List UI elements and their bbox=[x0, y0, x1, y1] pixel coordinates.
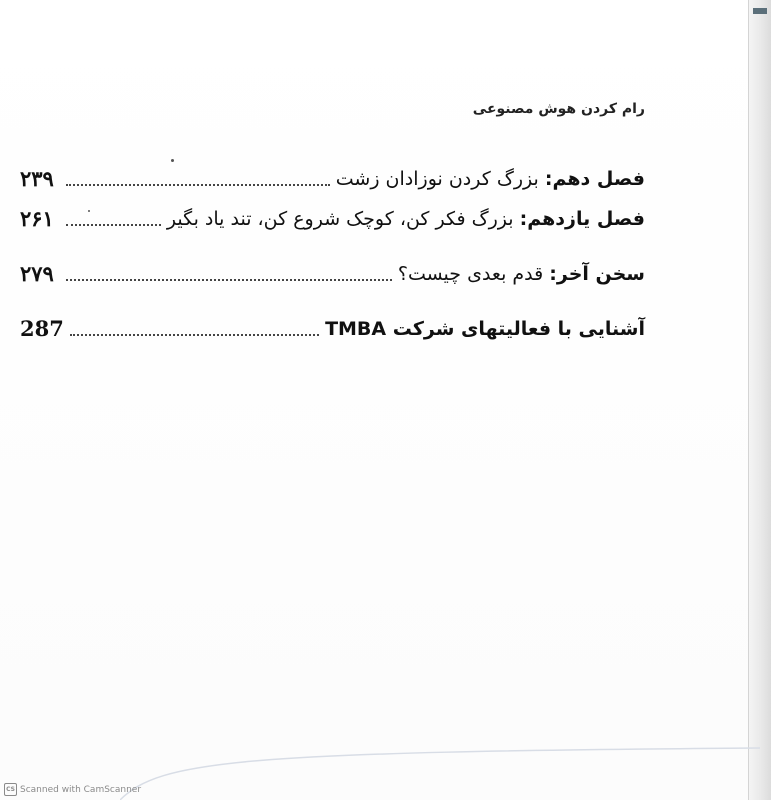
toc-entry-text: بزرگ فکر کن، کوچک شروع کن، تند یاد بگیر bbox=[166, 208, 520, 230]
dot-leader bbox=[66, 279, 392, 281]
toc-entry-label: سخن آخر bbox=[556, 263, 645, 285]
toc-entry-chapter-10 bbox=[20, 160, 645, 194]
toc-entry-separator: : bbox=[519, 208, 528, 230]
dot-leader bbox=[70, 334, 319, 336]
toc-entry-separator: : bbox=[544, 168, 553, 190]
toc-page-number: ۲۷۹ bbox=[20, 261, 54, 286]
toc-entry-label: فصل یازدهم bbox=[527, 208, 645, 230]
toc-entry-title bbox=[167, 204, 645, 234]
toc-entry-text: بزرگ کردن نوزادان زشت bbox=[335, 168, 545, 190]
scanner-watermark bbox=[4, 783, 141, 796]
toc-entry-epilogue bbox=[20, 255, 645, 289]
toc-page-number: ۲۳۹ bbox=[20, 166, 54, 191]
toc-entry-title bbox=[325, 314, 645, 344]
toc-entry-separator: : bbox=[549, 263, 557, 285]
toc-page-number: 287 bbox=[20, 316, 64, 341]
toc-entry-label: فصل دهم bbox=[552, 168, 645, 190]
watermark-text: Scanned with CamScanner bbox=[20, 784, 142, 795]
toc-page-number: ۲۶۱ bbox=[20, 206, 54, 231]
corner-mark bbox=[753, 8, 767, 14]
running-header: رام کردن هوش مصنوعی bbox=[472, 101, 645, 117]
toc-entry-title bbox=[336, 164, 645, 194]
toc-entry-text: قدم بعدی چیست؟ bbox=[397, 263, 550, 285]
scan-speck bbox=[171, 159, 174, 162]
toc-entry-title bbox=[398, 259, 645, 289]
camscanner-logo-icon: CS bbox=[4, 783, 17, 796]
toc-entry-text: آشنایی با فعالیتهای شرکت TMBA bbox=[325, 318, 645, 340]
page-edge-shadow bbox=[748, 0, 771, 800]
toc-entry-about-tmba bbox=[20, 310, 645, 344]
dot-leader bbox=[66, 224, 161, 226]
dot-leader bbox=[66, 184, 330, 186]
toc-entry-chapter-11 bbox=[20, 200, 645, 234]
page-curl-line bbox=[120, 740, 760, 800]
scan-speck bbox=[88, 210, 90, 212]
